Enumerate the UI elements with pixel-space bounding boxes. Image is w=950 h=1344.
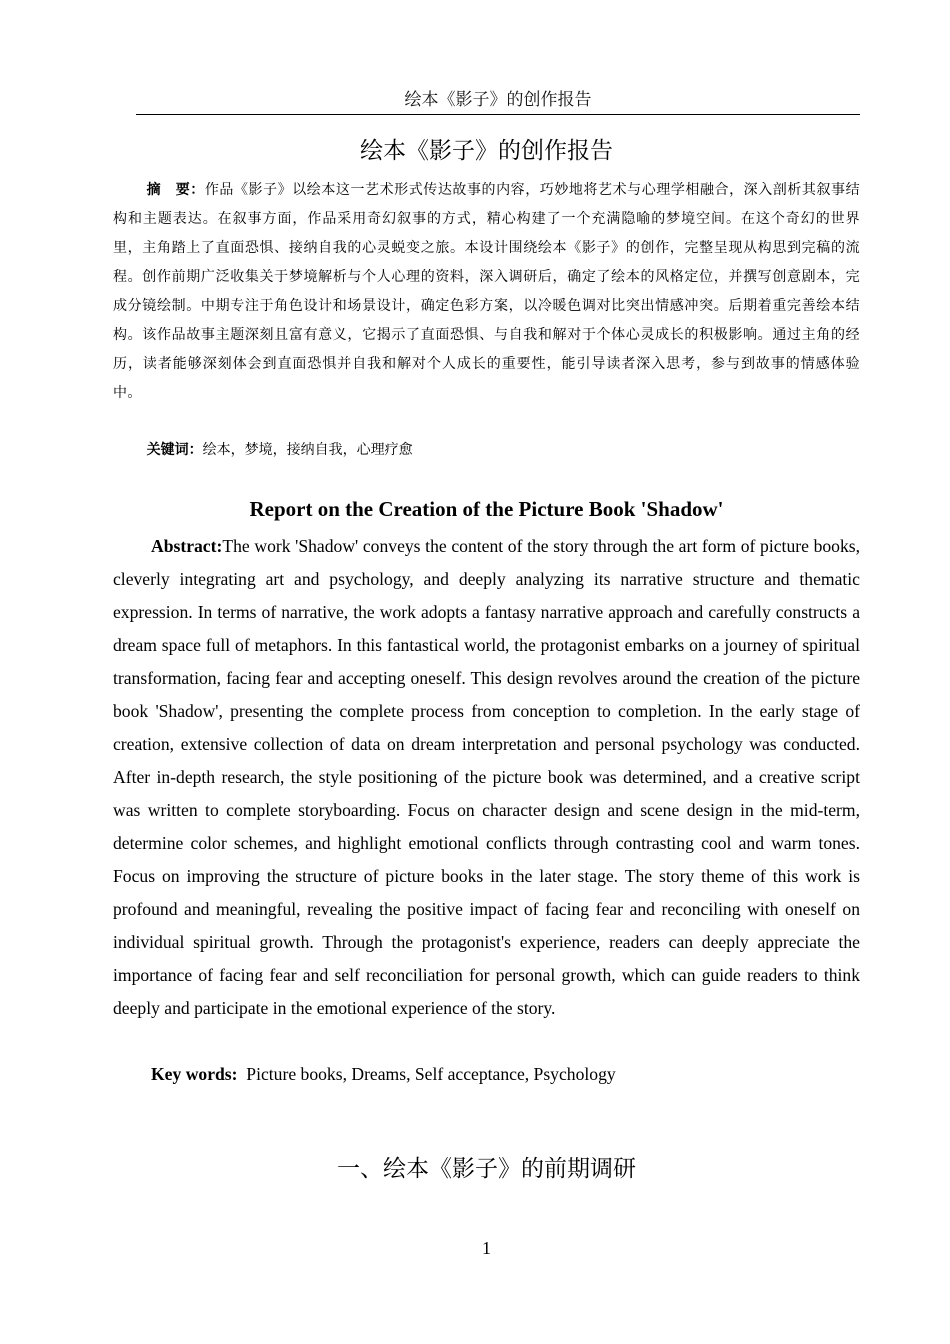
- chinese-abstract-text: 作品《影子》以绘本这一艺术形式传达故事的内容，巧妙地将艺术与心理学相融合，深入剖析其叙事结构和主题表达。在叙事方面，作品采用奇幻叙事的方式，精心构建了一个充满隐喻的梦境空间。在这个奇幻的世界里，主角踏上了直面恐惧、接纳自我的心灵蜕变之旅。本设计围绕绘本《影子》的创作，完整呈现从构思到完稿的流程。创作前期广泛收集关于梦境解析与个人心理的资料，深入调研后，确定了绘本的风格定位，并撰写创意剧本，完成分镜绘制。中期专注于角色设计和场景设计，确定色彩方案，以冷暖色调对比突出情感冲突。后期着重完善绘本结构。该作品故事主题深刻且富有意义，它揭示了直面恐惧、与自我和解对于个体心灵成长的积极影响。通过主角的经历，读者能够深刻体会到直面恐惧并自我和解对个人成长的重要性，能引导读者深入思考，参与到故事的情感体验中。: [113, 182, 860, 401]
- english-abstract-label: Abstract:: [151, 536, 223, 556]
- chinese-title: 绘本《影子》的创作报告: [360, 138, 613, 164]
- page-number: 1: [482, 1238, 491, 1258]
- english-keywords-text: Picture books, Dreams, Self acceptance, Psychology: [246, 1064, 616, 1084]
- chinese-keywords-text: 绘本，梦境，接纳自我，心理疗愈: [202, 442, 413, 458]
- running-header: 绘本《影子》的创作报告: [404, 90, 592, 110]
- english-keywords-label: Key words:: [151, 1064, 238, 1084]
- english-abstract-text: The work 'Shadow' conveys the content of the story through the art form of picture books, cleverly integrating art and psychology, and deeply analyzing its narrative structure and thematic expression. In terms of narrative, the work adopts a fantasy narrative approach and carefully constructs a dream space full of metaphors. In this fantastical world, the protagonist embarks on a journey of spiritual transformation, facing fear and accepting oneself. This design revolves around the creation of the picture book 'Shadow', presenting the complete process from conception to completion. In the early stage of creation, extensive collection of data on dream interpretation and personal psychology was conducted. After in-depth research, the style positioning of the picture book was determined, and a creative script was written to complete storyboarding. Focus on character design and scene design in the mid-term, determine color schemes, and highlight emotional conflicts through contrasting cool and warm tones. Focus on improving the structure of picture books in the later stage. The story theme of this work is profound and meaningful, revealing the positive impact of facing fear and reconciling with oneself on individual spiritual growth. Through the protagonist's experience, readers can deeply appreciate the importance of facing fear and self reconciliation for personal growth, which can guide readers to think deeply and participate in the emotional experience of the story.: [113, 536, 860, 1018]
- chinese-keywords: [113, 436, 860, 464]
- chinese-keywords-label: 关键词：: [146, 442, 203, 458]
- english-title: Report on the Creation of the Picture Book 'Shadow': [249, 497, 724, 521]
- chinese-abstract: [113, 176, 860, 408]
- section-heading: 一、绘本《影子》的前期调研: [337, 1156, 636, 1182]
- english-keywords: [113, 1058, 860, 1091]
- english-abstract: [113, 530, 860, 1025]
- chinese-abstract-label: 摘 要：: [146, 182, 205, 198]
- header-divider: [136, 114, 860, 115]
